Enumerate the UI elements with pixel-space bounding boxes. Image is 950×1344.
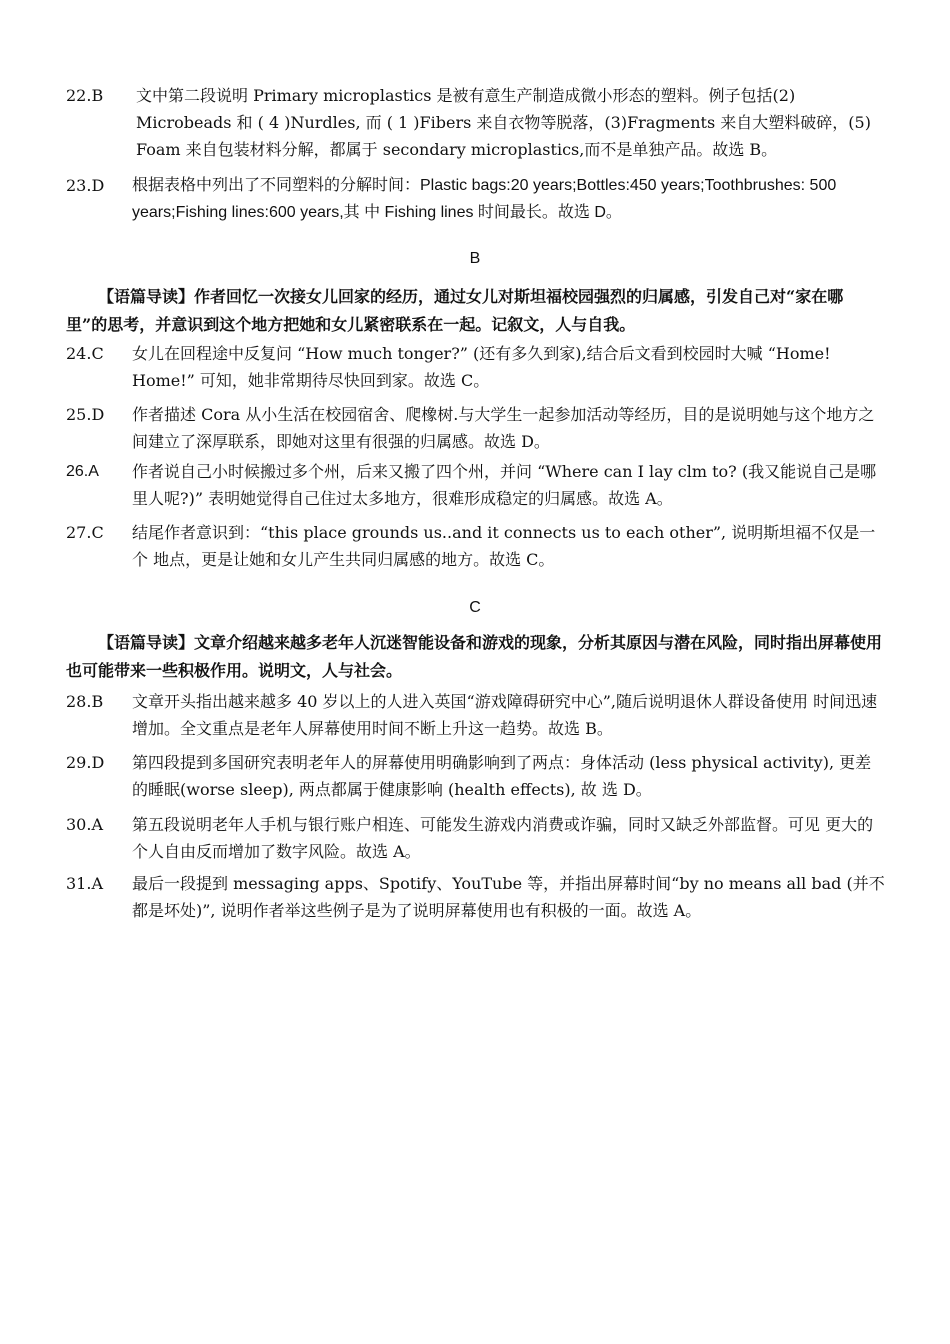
answer-explanation: 结尾作者意识到：“this place grounds us..and it connects us to each other”, 说明斯坦福不仅是一个 地点，更是让她和女儿产生共同归属感的地方。故选 C。 xyxy=(132,523,876,569)
answer-item-26 xyxy=(66,458,886,512)
answer-item-30 xyxy=(66,811,886,865)
answer-item-24 xyxy=(66,340,886,394)
answer-item-29 xyxy=(66,749,886,803)
answer-explanation: 作者描述 Cora 从小生活在校园宿舍、爬橡树.与大学生一起参加活动等经历，目的是说明她与这个地方之间建立了深厚联系，即她对这里有很强的归属感。故选 D。 xyxy=(132,405,875,451)
answer-explanation: 文中第二段说明 Primary microplastics 是被有意生产制造成微小形态的塑料。例子包括(2) Microbeads 和 ( 4 )Nurdles, 而 ( 1 )Fibers 来自衣物等脱落，(3)Fragments 来自大塑料破碎，(5) Foam 来自包装材料分解，都属于 secondary microplastics,而不是单独产品。故选 B。 xyxy=(136,86,871,159)
answer-explanation: 文章开头指出越来越多 40 岁以上的人进入英国“游戏障碍研究中心”,随后说明退休人群设备使用 时间迅速增加。全文重点是老年人屏幕使用时间不断上升这一趋势。故选 B。 xyxy=(132,692,878,738)
answer-number: 25.D xyxy=(66,405,105,424)
answer-number: 28.B xyxy=(66,692,104,711)
answer-number: 26.A xyxy=(66,463,99,480)
answer-explanation: 根据表格中列出了不同塑料的分解时间：Plastic bags:20 years;Bottles:450 years;Toothbrushes: 500 years;Fishing lines:600 years,其 中 Fishing lines 时间最长。故选 D。 xyxy=(132,177,837,221)
answer-number: 31.A xyxy=(66,874,103,893)
answer-item-23 xyxy=(66,172,886,226)
answer-number: 22.B xyxy=(66,86,104,105)
answer-number: 27.C xyxy=(66,523,104,542)
answer-explanation: 女儿在回程途中反复问 “How much tonger?” (还有多久到家),结合后文看到校园时大喊 “Home! Home!” 可知，她非常期待尽快回到家。故选 C。 xyxy=(132,344,831,390)
answer-number: 23.D xyxy=(66,176,105,195)
answer-number: 24.C xyxy=(66,344,104,363)
answer-number: 29.D xyxy=(66,753,105,772)
answer-item-27 xyxy=(66,519,886,573)
answer-item-25 xyxy=(66,401,886,455)
reading-guide-b: 【语篇导读】作者回忆一次接女儿回家的经历，通过女儿对斯坦福校园强烈的归属感，引发自己对“家在哪里”的思考，并意识到这个地方把她和女儿紧密联系在一起。记叙文，人与自我。 xyxy=(66,287,844,334)
section-heading-c: C xyxy=(469,599,481,616)
section-heading-b: B xyxy=(469,250,481,267)
answer-item-22 xyxy=(66,82,886,163)
answer-item-28 xyxy=(66,688,886,742)
answer-explanation: 作者说自己小时候搬过多个州，后来又搬了四个州，并问 “Where can I lay clm to? (我又能说自己是哪里人呢?)” 表明她觉得自己住过太多地方，很难形成稳定的归属感。故选 A。 xyxy=(132,462,877,508)
reading-guide-c: 【语篇导读】文章介绍越来越多老年人沉迷智能设备和游戏的现象，分析其原因与潜在风险，同时指出屏幕使用也可能带来一些积极作用。说明文，人与社会。 xyxy=(66,633,883,680)
answer-number: 30.A xyxy=(66,815,103,834)
answer-item-31 xyxy=(66,870,886,924)
answer-explanation: 最后一段提到 messaging apps、Spotify、YouTube 等，并指出屏幕时间“by no means all bad (并不 都是坏处)”, 说明作者举这些例子是为了说明屏幕使用也有积极的一面。故选 A。 xyxy=(132,874,885,920)
answer-explanation: 第四段提到多国研究表明老年人的屏幕使用明确影响到了两点：身体活动 (less physical activity), 更差的睡眠(worse sleep), 两点都属于健康影响 (health effects), 故 选 D。 xyxy=(132,753,872,799)
answer-explanation: 第五段说明老年人手机与银行账户相连、可能发生游戏内消费或诈骗，同时又缺乏外部监督。可见 更大的个人自由反而增加了数字风险。故选 A。 xyxy=(132,815,874,861)
